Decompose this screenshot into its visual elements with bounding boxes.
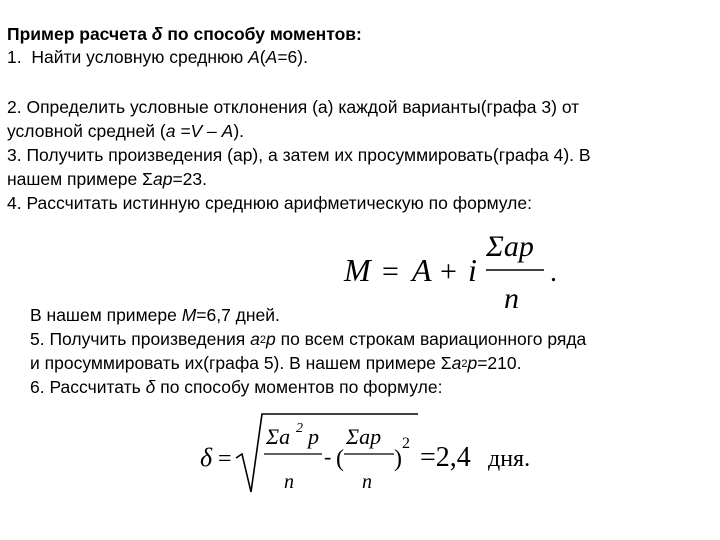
step-1-var-a: А: [248, 47, 260, 67]
step-5-sup: 2: [259, 334, 267, 346]
formula-numerator: Σap: [486, 230, 534, 263]
step-3-value: =23.: [172, 169, 207, 189]
step-1-text: Найти условную среднюю: [31, 47, 249, 67]
result-var: М: [181, 305, 197, 325]
den1: n: [284, 471, 294, 493]
result-line: [30, 305, 280, 326]
step-6-text-b: по способу моментов по формуле:: [155, 377, 443, 397]
delta-result: =2,4: [420, 442, 471, 473]
square-sup: 2: [402, 435, 410, 452]
formula-plus: +: [440, 255, 457, 288]
step-2-close: ).: [233, 121, 245, 141]
formula-dot: .: [550, 257, 557, 288]
step-5-var-p: р: [266, 329, 276, 349]
delta-symbol: δ: [200, 443, 213, 472]
step-1: [7, 47, 308, 68]
num1-sigma: Σa: [266, 424, 291, 449]
delta-eq: =: [218, 446, 232, 472]
formula-eq: =: [382, 255, 399, 288]
step-5-text-c: и просуммировать их(графа 5). В нашем примере Σ: [30, 353, 452, 373]
step-4-line: 4. Рассчитать истинную среднюю арифметическую по формуле:: [7, 193, 532, 213]
num2: Σap: [346, 424, 382, 449]
step-5-value: =210.: [477, 353, 522, 373]
formula-denominator: n: [504, 282, 519, 314]
step-2-line-1: 2. Определить условные отклонения (а) каждой варианты(графа 3) от: [7, 97, 580, 117]
step-5-text-b: по всем строкам вариационного ряда: [275, 329, 587, 349]
step-6-line: [30, 377, 442, 398]
delta-formula: [196, 408, 556, 500]
step-5-text-a: 5. Получить произведения: [30, 329, 251, 349]
step-2-text: условной средней (: [7, 121, 166, 141]
step-5-var-a-2: а: [451, 353, 462, 373]
result-value: =6,7 дней.: [196, 305, 280, 325]
step-5-line-2: [30, 353, 521, 374]
title-suffix: по способу моментов:: [162, 24, 362, 44]
step-1-value: =6).: [277, 47, 308, 67]
title-delta-symbol: δ: [151, 24, 163, 44]
mean-formula: [340, 226, 580, 314]
step-5-sup-2: 2: [461, 358, 468, 370]
step-5-var-a: а: [250, 329, 260, 349]
step-3-line-1: 3. Получить произведения (ар), а затем их просуммировать(графа 4). В: [7, 145, 591, 165]
step-3-line-2: [7, 169, 207, 190]
delta-unit: дня.: [488, 446, 531, 472]
paren-close: ): [394, 446, 402, 472]
paren-open: (: [336, 446, 344, 472]
num1-p: p: [308, 424, 319, 449]
step-2-expression: а =V – А: [165, 121, 234, 141]
minus-sign: -: [324, 444, 332, 469]
num1-sup: 2: [296, 421, 303, 436]
step-6-text-a: 6. Рассчитать: [30, 377, 146, 397]
step-1-number: 1.: [7, 47, 22, 67]
page-title: [7, 24, 362, 45]
step-3-ap: ар: [152, 169, 173, 189]
step-5-line-1: [30, 329, 586, 350]
step-2-line-2: [7, 121, 244, 142]
formula-m: M: [344, 252, 371, 288]
delta-formula-svg: [196, 408, 556, 500]
step-3-text: нашем примере Σ: [7, 169, 153, 189]
mean-formula-svg: [340, 226, 580, 314]
title-prefix: Пример расчета: [7, 24, 152, 44]
step-1-var-a2: А: [265, 47, 278, 67]
formula-i: i: [468, 252, 477, 288]
step-1-paren: (: [259, 47, 266, 67]
result-text: В нашем примере: [30, 305, 182, 325]
step-6-delta: δ: [145, 377, 156, 397]
formula-a: A: [412, 252, 432, 288]
den2: n: [362, 471, 372, 493]
step-5-var-p-2: р: [467, 353, 478, 373]
